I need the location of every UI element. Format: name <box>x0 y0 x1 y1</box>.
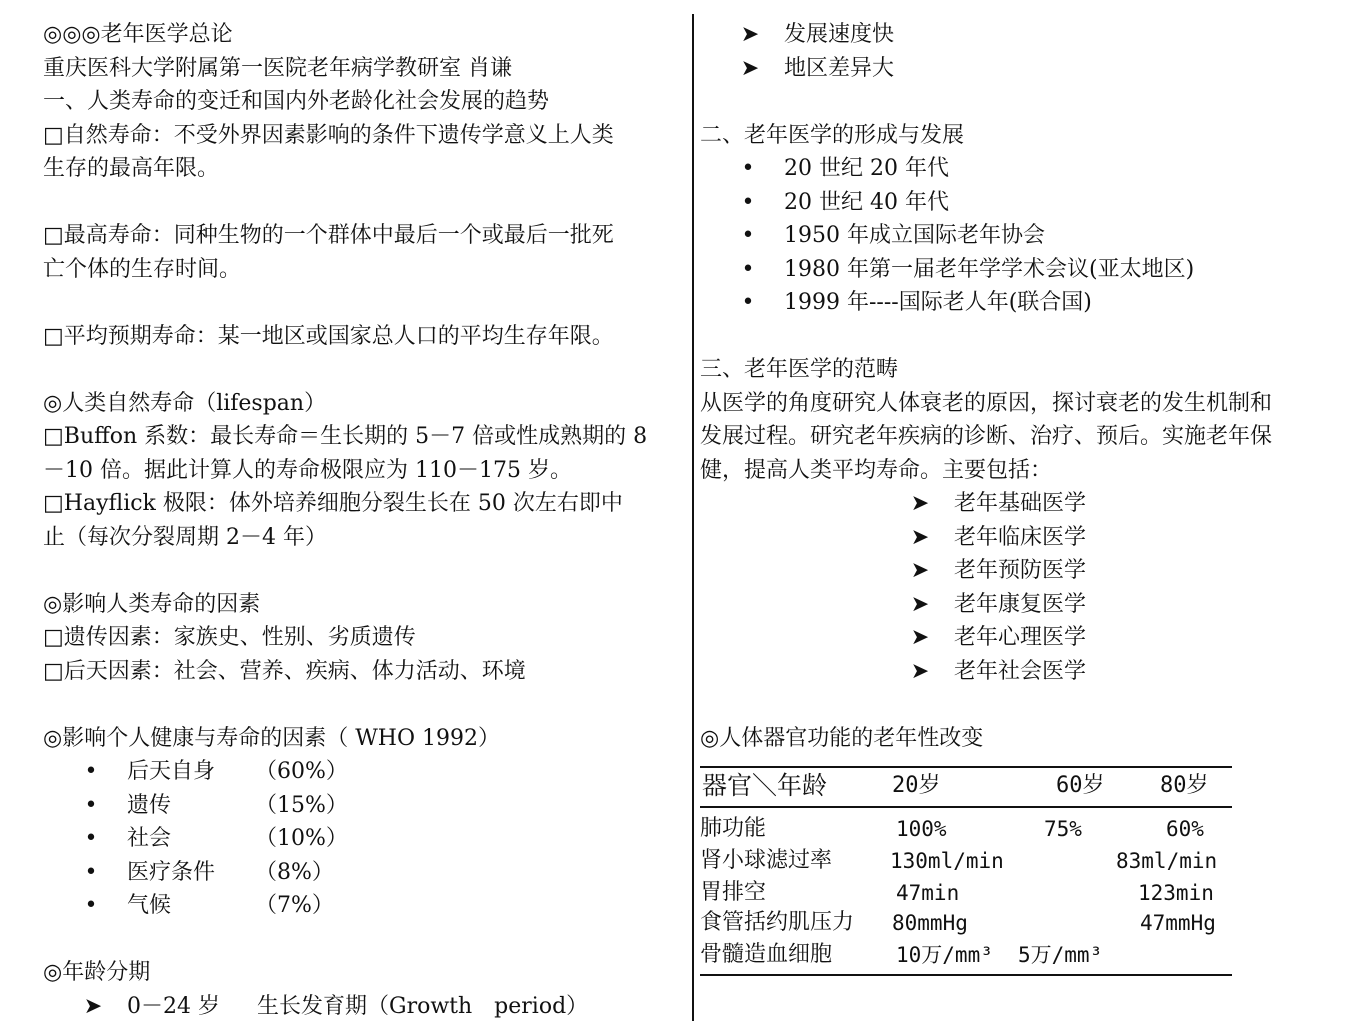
arrow-bullet-icon: ➤ <box>910 521 930 555</box>
trend-item <box>700 18 1350 52</box>
age-stage: 生长发育期（Growth period） <box>257 990 588 1023</box>
discipline-item <box>700 588 1350 622</box>
arrow-bullet-icon: ➤ <box>740 18 760 52</box>
table-cell-20: 130ml/min <box>890 846 1004 876</box>
arrow-bullet-icon: ➤ <box>910 588 930 622</box>
section3-heading: 三、老年医学的范畴 <box>700 353 1350 387</box>
document-title: ◎◎◎老年医学总论 <box>43 18 688 52</box>
history-item-label: 1950 年成立国际老年协会 <box>784 219 1045 253</box>
organ-function-table <box>700 766 1232 978</box>
who-item-pct: （7%） <box>255 889 334 923</box>
buffon-line1: □Buffon 系数：最长寿命＝生长期的 5－7 倍或性成熟期的 8 <box>43 420 688 454</box>
table-cell-organ: 肾小球滤过率 <box>700 846 832 876</box>
discipline-label: 老年预防医学 <box>954 554 1086 588</box>
discipline-item <box>700 621 1350 655</box>
table-cell-organ: 肺功能 <box>700 814 766 844</box>
history-item-label: 1999 年----国际老人年(联合国) <box>784 286 1092 320</box>
trend-item-label: 发展速度快 <box>784 18 894 52</box>
scope-text-line3: 健，提高人类平均寿命。主要包括： <box>700 454 1350 488</box>
table-header-80: 80岁 <box>1160 768 1209 804</box>
arrow-bullet-icon: ➤ <box>910 655 930 689</box>
bullet-icon: • <box>738 186 758 220</box>
factors-heading: ◎影响人类寿命的因素 <box>43 588 688 622</box>
arrow-bullet-icon: ➤ <box>910 621 930 655</box>
buffon-line2: －10 倍。据此计算人的寿命极限应为 110－175 岁。 <box>43 454 688 488</box>
table-cell-organ: 食管括约肌压力 <box>700 908 854 938</box>
right-column <box>700 18 1350 755</box>
table-bottom-rule <box>700 974 1232 976</box>
history-item <box>700 219 1350 253</box>
table-cell-organ: 骨髓造血细胞 <box>700 940 832 970</box>
bullet-icon: • <box>81 856 101 890</box>
who-item-label: 医疗条件 <box>127 856 215 890</box>
discipline-label: 老年康复医学 <box>954 588 1086 622</box>
factor-genetic: □遗传因素：家族史、性别、劣质遗传 <box>43 621 688 655</box>
discipline-item <box>700 521 1350 555</box>
who-item-label: 后天自身 <box>127 755 215 789</box>
age-range: 0－24 岁 <box>127 990 220 1023</box>
natural-lifespan-line2: 生存的最高年限。 <box>43 152 688 186</box>
hayflick-line1: □Hayflick 极限：体外培养细胞分裂生长在 50 次左右即中 <box>43 487 688 521</box>
factor-acquired: □后天因素：社会、营养、疾病、体力活动、环境 <box>43 655 688 689</box>
table-cell-80: 47mmHg <box>1140 908 1216 938</box>
who-heading: ◎影响个人健康与寿命的因素（ WHO 1992） <box>43 722 688 756</box>
bullet-icon: • <box>738 219 758 253</box>
history-item-label: 1980 年第一届老年学学术会议(亚太地区) <box>784 253 1194 287</box>
discipline-label: 老年心理医学 <box>954 621 1086 655</box>
table-cell-80: 83ml/min <box>1116 846 1217 876</box>
table-header-60: 60岁 <box>1056 768 1105 804</box>
scope-text-line1: 从医学的角度研究人体衰老的原因，探讨衰老的发生机制和 <box>700 387 1350 421</box>
bullet-icon: • <box>738 152 758 186</box>
who-item-pct: （8%） <box>255 856 334 890</box>
hayflick-line2: 止（每次分裂周期 2－4 年） <box>43 521 688 555</box>
who-item <box>43 856 688 890</box>
arrow-bullet-icon: ➤ <box>740 52 760 86</box>
who-item-pct: （10%） <box>255 822 348 856</box>
history-item-label: 20 世纪 20 年代 <box>784 152 949 186</box>
age-item <box>43 990 688 1023</box>
discipline-item <box>700 655 1350 689</box>
section2-heading: 二、老年医学的形成与发展 <box>700 119 1350 153</box>
bullet-icon: • <box>738 253 758 287</box>
discipline-label: 老年基础医学 <box>954 487 1086 521</box>
who-item-pct: （60%） <box>255 755 348 789</box>
column-divider <box>692 14 694 1021</box>
discipline-item <box>700 487 1350 521</box>
who-item <box>43 789 688 823</box>
table-header-rule <box>700 806 1232 808</box>
author-line: 重庆医科大学附属第一医院老年病学教研室 肖谦 <box>43 52 688 86</box>
table-cell-20: 10万/mm³ <box>896 940 993 970</box>
section1-heading: 一、人类寿命的变迁和国内外老龄化社会发展的趋势 <box>43 85 688 119</box>
max-lifespan-line1: □最高寿命：同种生物的一个群体中最后一个或最后一批死 <box>43 219 688 253</box>
discipline-item <box>700 554 1350 588</box>
who-item-label: 遗传 <box>127 789 171 823</box>
arrow-bullet-icon: ➤ <box>910 487 930 521</box>
table-cell-80: 60% <box>1166 814 1204 844</box>
table-header-20: 20岁 <box>892 768 941 804</box>
history-item <box>700 253 1350 287</box>
table-cell-20: 100% <box>896 814 947 844</box>
table-cell-80: 123min <box>1138 878 1214 908</box>
table-header-organ: 器官＼年龄 <box>702 768 827 804</box>
arrow-bullet-icon: ➤ <box>910 554 930 588</box>
bullet-icon: • <box>81 889 101 923</box>
scope-text-line2: 发展过程。研究老年疾病的诊断、治疗、预后。实施老年保 <box>700 420 1350 454</box>
organ-heading: ◎人体器官功能的老年性改变 <box>700 722 1350 756</box>
arrow-bullet-icon: ➤ <box>83 990 103 1023</box>
who-item <box>43 822 688 856</box>
history-item-label: 20 世纪 40 年代 <box>784 186 949 220</box>
history-item <box>700 186 1350 220</box>
age-heading: ◎年龄分期 <box>43 956 688 990</box>
table-cell-20: 80mmHg <box>892 908 968 938</box>
bullet-icon: • <box>738 286 758 320</box>
history-item <box>700 286 1350 320</box>
table-cell-20: 47min <box>896 878 959 908</box>
trend-item <box>700 52 1350 86</box>
table-cell-60: 5万/mm³ <box>1018 940 1102 970</box>
bullet-icon: • <box>81 822 101 856</box>
bullet-icon: • <box>81 789 101 823</box>
lifespan-heading: ◎人类自然寿命（lifespan） <box>43 387 688 421</box>
max-lifespan-line2: 亡个体的生存时间。 <box>43 253 688 287</box>
who-item-pct: （15%） <box>255 789 348 823</box>
table-cell-60: 75% <box>1044 814 1082 844</box>
who-item <box>43 889 688 923</box>
who-item-label: 社会 <box>127 822 171 856</box>
discipline-label: 老年社会医学 <box>954 655 1086 689</box>
history-item <box>700 152 1350 186</box>
trend-item-label: 地区差异大 <box>784 52 894 86</box>
natural-lifespan-line1: □自然寿命：不受外界因素影响的条件下遗传学意义上人类 <box>43 119 688 153</box>
avg-lifespan: □平均预期寿命：某一地区或国家总人口的平均生存年限。 <box>43 320 688 354</box>
who-item <box>43 755 688 789</box>
table-cell-organ: 胃排空 <box>700 878 766 908</box>
left-column <box>43 18 688 1023</box>
discipline-label: 老年临床医学 <box>954 521 1086 555</box>
who-item-label: 气候 <box>127 889 171 923</box>
bullet-icon: • <box>81 755 101 789</box>
